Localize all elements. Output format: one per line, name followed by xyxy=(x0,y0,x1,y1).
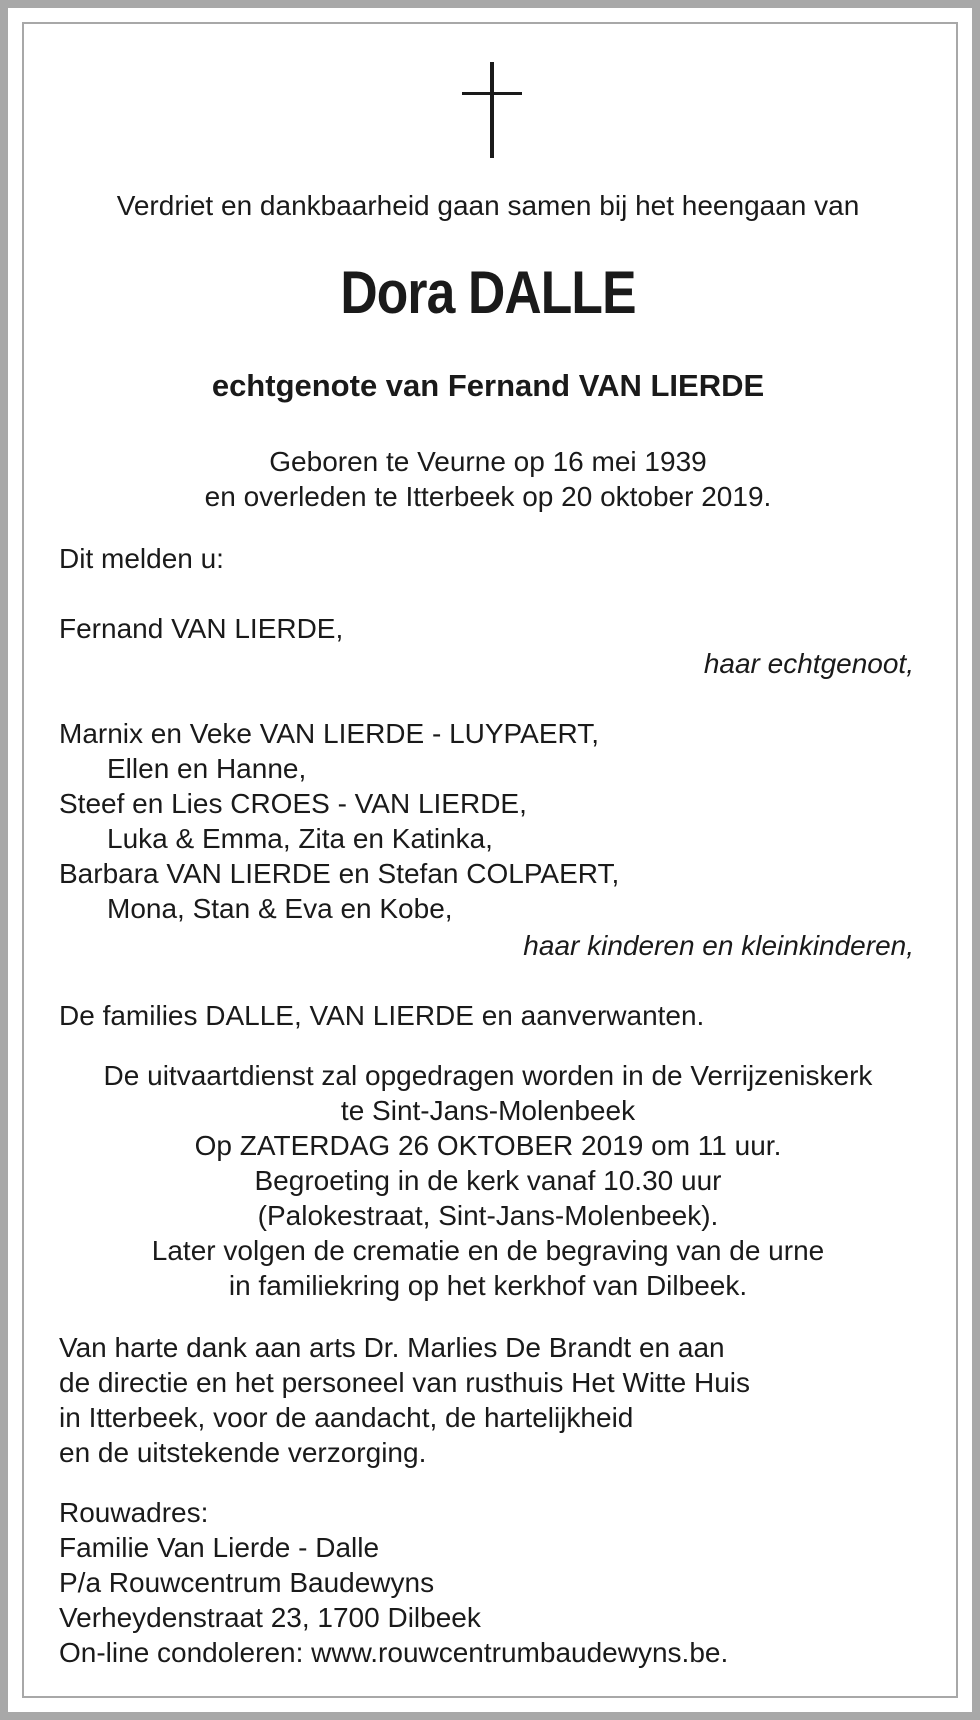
address-line: Familie Van Lierde - Dalle xyxy=(59,1532,380,1563)
children-role: haar kinderen en kleinkinderen, xyxy=(523,930,914,961)
address-line: P/a Rouwcentrum Baudewyns xyxy=(59,1567,435,1598)
service-line: (Palokestraat, Sint-Jans-Molenbeek). xyxy=(257,1200,719,1231)
cross-icon xyxy=(462,62,522,158)
address-line: Verheydenstraat 23, 1700 Dilbeek xyxy=(59,1602,481,1633)
list-item: Barbara VAN LIERDE en Stefan COLPAERT, xyxy=(59,858,620,889)
spouse-line: echtgenote van Fernand VAN LIERDE xyxy=(211,368,765,403)
list-item: Ellen en Hanne, xyxy=(107,753,307,784)
birth-line: Geboren te Veurne op 16 mei 1939 xyxy=(269,446,707,477)
condolence-link[interactable]: On-line condoleren: www.rouwcentrumbaudewyns.be. xyxy=(59,1637,729,1668)
service-line: in familiekring op het kerkhof van Dilbeek. xyxy=(228,1270,748,1301)
service-details xyxy=(30,1058,946,1303)
list-item: Mona, Stan & Eva en Kobe, xyxy=(107,893,453,924)
thanks-line: de directie en het personeel van rusthuis Het Witte Huis xyxy=(59,1367,751,1398)
children-list xyxy=(59,716,619,926)
address-line: Rouwadres: xyxy=(59,1497,209,1528)
service-line: Op ZATERDAG 26 OKTOBER 2019 om 11 uur. xyxy=(194,1130,782,1161)
service-line: te Sint-Jans-Molenbeek xyxy=(340,1095,636,1126)
birth-death-dates xyxy=(30,444,946,514)
service-line: Later volgen de crematie en de begraving van de urne xyxy=(151,1235,825,1266)
thanks-line: Van harte dank aan arts Dr. Marlies De Brandt en aan xyxy=(59,1332,725,1363)
husband-role: haar echtgenoot, xyxy=(703,648,914,679)
intro-text: Verdriet en dankbaarheid gaan samen bij het heengaan van xyxy=(116,190,860,221)
service-line: De uitvaartdienst zal opgedragen worden in de Verrijzeniskerk xyxy=(103,1060,873,1091)
death-line: en overleden te Itterbeek op 20 oktober 2019. xyxy=(204,481,772,512)
thanks-line: in Itterbeek, voor de aandacht, de hartelijkheid xyxy=(59,1402,634,1433)
deceased-name: Dora DALLE xyxy=(340,259,636,326)
announce-text: Dit melden u: xyxy=(59,543,224,574)
list-item: Luka & Emma, Zita en Katinka, xyxy=(107,823,493,854)
husband-name: Fernand VAN LIERDE, xyxy=(59,613,344,644)
families-text: De families DALLE, VAN LIERDE en aanverwanten. xyxy=(59,1000,705,1031)
list-item: Marnix en Veke VAN LIERDE - LUYPAERT, xyxy=(59,718,599,749)
thanks-text xyxy=(59,1330,750,1470)
mourning-address xyxy=(59,1495,728,1670)
thanks-line: en de uitstekende verzorging. xyxy=(59,1437,427,1468)
list-item: Steef en Lies CROES - VAN LIERDE, xyxy=(59,788,527,819)
service-line: Begroeting in de kerk vanaf 10.30 uur xyxy=(254,1165,722,1196)
